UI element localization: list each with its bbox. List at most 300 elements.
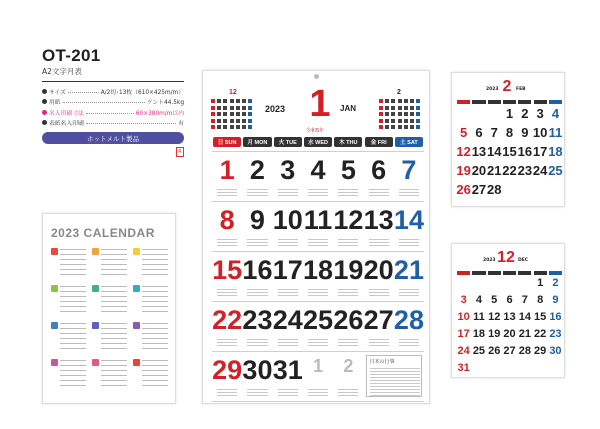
- grid-line: [212, 351, 424, 352]
- weekday-header: [213, 137, 241, 147]
- day-note-lines: [369, 337, 389, 346]
- weekday-strip: [534, 100, 547, 104]
- mini-day-mark: [211, 119, 215, 123]
- mini-day-mark: [242, 112, 246, 116]
- day-number: 14: [487, 144, 502, 159]
- grid-line: [212, 401, 424, 402]
- day-note-lines: [308, 237, 328, 246]
- date-line: [60, 274, 86, 275]
- feb-month-number: 2: [502, 78, 512, 95]
- mini-day-mark: [230, 112, 234, 116]
- mini-day-mark: [391, 119, 395, 123]
- day-note-lines: [247, 337, 267, 346]
- day-number: 5: [340, 155, 356, 185]
- date-line: [142, 348, 168, 349]
- day-number: 21: [518, 328, 531, 340]
- day-number: 25: [548, 163, 563, 178]
- date-line: [60, 343, 86, 344]
- day-number: 15: [534, 311, 547, 323]
- date-line: [101, 375, 127, 376]
- day-number: 17: [457, 328, 470, 340]
- day-number: 10: [457, 311, 470, 323]
- mini-day-mark: [410, 119, 414, 123]
- day-number: 23: [549, 328, 562, 340]
- weekday-header: [365, 137, 393, 147]
- weekday-strip: [457, 100, 470, 104]
- day-note-lines: [399, 237, 419, 246]
- day-number: 12: [488, 311, 501, 323]
- date-line: [101, 360, 127, 361]
- day-number: 16: [549, 311, 562, 323]
- day-number: 14: [393, 205, 424, 235]
- mini-day-mark: [398, 99, 402, 103]
- day-number: 28: [518, 345, 531, 357]
- bullet-icon: [42, 99, 47, 104]
- weekday-strip: [488, 100, 501, 104]
- day-number: 3: [536, 106, 544, 121]
- date-line: [60, 306, 86, 307]
- mini-day-mark: [416, 119, 420, 123]
- date-line: [101, 301, 127, 302]
- day-note-lines: [338, 187, 358, 196]
- month-number: 1: [309, 83, 331, 125]
- weekday-header: [304, 137, 332, 147]
- day-number: 18: [548, 144, 563, 159]
- date-line: [142, 249, 168, 250]
- mini-day-mark: [236, 119, 240, 123]
- spec-print-area: 名入印刷寸法 60×380m/m以内: [42, 107, 184, 118]
- feature-badge: ホットメルト製品: [42, 132, 184, 144]
- day-number: 28: [393, 305, 424, 335]
- mini-day-mark: [404, 112, 408, 116]
- mini-day-mark: [223, 112, 227, 116]
- day-number: 1: [537, 277, 544, 289]
- weekday-label: 水 WED: [308, 140, 328, 146]
- mini-day-mark: [217, 119, 221, 123]
- mini-day-mark: [379, 125, 383, 129]
- mini-day-mark: [398, 125, 402, 129]
- day-number: 19: [456, 163, 471, 178]
- product-subtitle: A2文字月表: [42, 66, 184, 82]
- mini-day-mark: [242, 125, 246, 129]
- date-line: [101, 328, 127, 329]
- day-note-lines: [308, 187, 328, 196]
- mini-day-mark: [404, 99, 408, 103]
- mini-day-mark: [385, 99, 389, 103]
- day-note-lines: [278, 387, 298, 396]
- day-number: 22: [502, 163, 517, 178]
- mini-day-mark: [248, 112, 252, 116]
- day-number: 10: [532, 125, 548, 140]
- mini-day-mark: [391, 125, 395, 129]
- day-number: 31: [457, 362, 470, 374]
- month-block: [92, 248, 128, 278]
- day-number: 15: [502, 144, 517, 159]
- date-line: [101, 254, 127, 255]
- day-number: 2: [521, 106, 529, 121]
- weekday-header: [334, 137, 362, 147]
- date-line: [142, 365, 168, 366]
- day-number: 5: [491, 294, 498, 306]
- day-note-lines: [217, 387, 237, 396]
- day-note-lines: [338, 337, 358, 346]
- weekday-label: 木 THU: [339, 140, 358, 146]
- weekday-header: [243, 137, 271, 147]
- mini-day-mark: [217, 112, 221, 116]
- bullet-icon: [42, 120, 47, 125]
- grid-line: [212, 201, 424, 202]
- month-block: [92, 285, 128, 315]
- day-number: 8: [219, 205, 235, 235]
- spec-size: サイズ A/2切･13枚（610×425m/m）: [42, 86, 184, 97]
- date-line: [60, 291, 86, 292]
- date-line: [101, 333, 127, 334]
- day-note-lines: [278, 237, 298, 246]
- day-number: 7: [490, 125, 498, 140]
- weekday-header: [395, 137, 423, 147]
- day-number: 16: [242, 255, 273, 285]
- date-line: [142, 254, 168, 255]
- date-line: [60, 269, 86, 270]
- mini-day-mark: [385, 106, 389, 110]
- day-number: 9: [249, 205, 265, 235]
- mini-day-mark: [217, 106, 221, 110]
- date-line: [60, 264, 86, 265]
- date-line: [101, 323, 127, 324]
- day-number: 14: [518, 311, 531, 323]
- day-note-lines: [399, 337, 419, 346]
- mini-day-mark: [236, 99, 240, 103]
- mini-day-mark: [236, 106, 240, 110]
- mini-day-mark: [248, 125, 252, 129]
- month-block: [133, 285, 169, 315]
- day-number: 29: [212, 355, 243, 385]
- bullet-icon: [42, 89, 47, 94]
- month-marker: [92, 359, 99, 366]
- date-line: [142, 385, 168, 386]
- day-number: 10: [272, 205, 303, 235]
- day-number: 24: [457, 345, 470, 357]
- day-number: 21: [393, 255, 424, 285]
- day-note-lines: [308, 387, 328, 396]
- main-calendar-sheet: [202, 70, 430, 404]
- mini-day-mark: [379, 99, 383, 103]
- day-number: 13: [471, 144, 487, 159]
- day-number: 26: [456, 182, 471, 197]
- day-note-lines: [399, 187, 419, 196]
- day-number: 1: [313, 356, 324, 376]
- date-line: [142, 333, 168, 334]
- date-line: [142, 370, 168, 371]
- day-number: 22: [212, 305, 243, 335]
- mini-day-mark: [410, 125, 414, 129]
- mini-day-mark: [230, 119, 234, 123]
- mini-day-mark: [236, 112, 240, 116]
- day-number: 25: [472, 345, 486, 357]
- day-number: 30: [549, 345, 562, 357]
- grid-line: [212, 251, 424, 252]
- day-number: 4: [551, 106, 560, 121]
- mini-day-mark: [223, 119, 227, 123]
- date-line: [142, 291, 168, 292]
- date-line: [142, 323, 168, 324]
- mini-day-mark: [379, 119, 383, 123]
- spec-cover-print: 表紙名入印刷 有: [42, 118, 184, 129]
- day-number: 27: [363, 305, 394, 335]
- mini-day-mark: [242, 119, 246, 123]
- feb-calendar-thumbnail: 2 2023 FEB 1 2 3 4 5 6 7 8 9 10 11 12 13 14 15 16 17 18 19 20 21 22 23 24 25 26 27 28: [451, 72, 565, 207]
- day-number: 28: [487, 182, 502, 197]
- era-label: 令和5年: [306, 128, 325, 134]
- weekday-strip: [472, 271, 485, 275]
- date-line: [142, 343, 168, 344]
- date-line: [60, 333, 86, 334]
- weekday-label: 金 FRI: [370, 140, 387, 146]
- day-number: 2: [552, 277, 559, 289]
- date-line: [142, 338, 168, 339]
- date-line: [60, 254, 86, 255]
- month-marker: [51, 322, 58, 329]
- month-block: [133, 359, 169, 389]
- day-note-lines: [217, 187, 237, 196]
- grid-line: [212, 151, 424, 152]
- product-code: OT-201: [42, 46, 101, 65]
- dec-calendar-thumbnail: 12 2023 DEC 1 2 3 4 5 6 7 8 9 10 11 12 13 14 15 16 17 18 19 20 21 22 23 24 25 26 27 28 29 30 31: [451, 243, 565, 378]
- mini-day-mark: [223, 99, 227, 103]
- day-number: 27: [471, 182, 487, 197]
- month-block: [92, 322, 128, 352]
- date-line: [101, 306, 127, 307]
- mini-day-mark: [416, 99, 420, 103]
- weekday-strip: [503, 100, 516, 104]
- day-number: 15: [212, 255, 243, 285]
- day-number: 13: [363, 205, 394, 235]
- weekday-strip: [457, 271, 470, 275]
- day-note-lines: [369, 237, 389, 246]
- mini-day-mark: [230, 106, 234, 110]
- day-number: 3: [280, 155, 296, 185]
- date-line: [142, 375, 168, 376]
- weekday-strip: [518, 100, 531, 104]
- day-number: 2: [249, 155, 265, 185]
- mini-day-mark: [404, 119, 408, 123]
- date-line: [101, 385, 127, 386]
- date-line: [60, 328, 86, 329]
- next-month-mini: 2: [379, 89, 425, 133]
- mini-day-mark: [230, 125, 234, 129]
- day-note-lines: [338, 387, 358, 396]
- day-number: 7: [401, 155, 417, 185]
- mini-day-mark: [217, 125, 221, 129]
- day-number: 19: [333, 255, 364, 285]
- date-line: [142, 301, 168, 302]
- date-line: [101, 291, 127, 292]
- date-line: [60, 301, 86, 302]
- spec-paper: 用紙 ケント44.5kg: [42, 97, 184, 108]
- weekday-label: 日 SUN: [217, 140, 237, 146]
- date-line: [60, 370, 86, 371]
- weekday-strip: [488, 271, 501, 275]
- month-marker: [92, 285, 99, 292]
- month-block: [51, 285, 87, 315]
- date-line: [60, 380, 86, 381]
- month-block: [51, 248, 87, 278]
- day-note-lines: [278, 187, 298, 196]
- mini-day-mark: [242, 106, 246, 110]
- weekday-strip: [549, 271, 562, 275]
- day-number: 21: [487, 163, 502, 178]
- date-line: [101, 348, 127, 349]
- weekday-label: 月 MON: [247, 140, 268, 146]
- mini-day-mark: [398, 119, 402, 123]
- day-number: 22: [534, 328, 547, 340]
- product-info: [42, 46, 184, 155]
- date-line: [60, 259, 86, 260]
- day-number: 3: [460, 294, 467, 306]
- date-line: [142, 274, 168, 275]
- year-calendar-title: 2023 CALENDAR: [51, 226, 155, 240]
- date-line: [101, 259, 127, 260]
- month-marker: [92, 322, 99, 329]
- day-note-lines: [278, 337, 298, 346]
- date-line: [142, 269, 168, 270]
- mini-day-mark: [248, 99, 252, 103]
- month-block: [51, 359, 87, 389]
- date-line: [60, 311, 86, 312]
- day-number: 20: [471, 163, 487, 178]
- day-number: 11: [303, 205, 333, 235]
- mini-day-mark: [416, 106, 420, 110]
- month-marker: [51, 285, 58, 292]
- day-number: 18: [472, 328, 486, 340]
- mini-day-mark: [223, 106, 227, 110]
- day-number: 16: [517, 144, 533, 159]
- day-note-lines: [369, 187, 389, 196]
- day-note-lines: [217, 237, 237, 246]
- day-number: 23: [242, 305, 273, 335]
- month-block: [92, 359, 128, 389]
- mini-day-mark: [416, 125, 420, 129]
- mini-day-mark: [242, 99, 246, 103]
- day-number: 9: [521, 125, 529, 140]
- mini-day-mark: [223, 125, 227, 129]
- year-calendar-thumbnail: [42, 213, 176, 404]
- weekday-strip: [518, 271, 531, 275]
- day-number: 2: [343, 356, 354, 376]
- grid-line: [212, 301, 424, 302]
- month-marker: [133, 248, 140, 255]
- date-line: [60, 375, 86, 376]
- day-number: 19: [488, 328, 501, 340]
- weekday-strip: [549, 100, 562, 104]
- day-number: 20: [363, 255, 394, 285]
- day-number: 20: [503, 328, 516, 340]
- date-line: [60, 360, 86, 361]
- date-line: [142, 296, 168, 297]
- day-number: 11: [473, 311, 485, 323]
- day-number: 27: [503, 345, 516, 357]
- day-number: 31: [272, 355, 303, 385]
- date-line: [101, 264, 127, 265]
- date-line: [60, 365, 86, 366]
- month-marker: [133, 322, 140, 329]
- month-block: [133, 322, 169, 352]
- mini-day-mark: [217, 99, 221, 103]
- day-number: 30: [242, 355, 273, 385]
- dec-month-number: 12: [497, 249, 515, 266]
- date-line: [101, 274, 127, 275]
- mini-day-mark: [385, 119, 389, 123]
- month-marker: [51, 248, 58, 255]
- day-number: 12: [333, 205, 364, 235]
- day-number: 17: [272, 255, 303, 285]
- date-line: [101, 311, 127, 312]
- mini-day-mark: [230, 99, 234, 103]
- day-number: 6: [475, 125, 483, 140]
- month-marker: [133, 285, 140, 292]
- day-number: 29: [534, 345, 547, 357]
- mini-day-mark: [404, 106, 408, 110]
- date-line: [142, 311, 168, 312]
- date-line: [142, 264, 168, 265]
- date-line: [101, 296, 127, 297]
- day-number: 4: [310, 155, 326, 185]
- day-note-lines: [338, 287, 358, 296]
- day-note-lines: [217, 287, 237, 296]
- mini-day-mark: [379, 106, 383, 110]
- eco-mark-icon: R: [176, 147, 184, 157]
- mini-day-mark: [416, 112, 420, 116]
- day-number: 26: [333, 305, 364, 335]
- year-label: 2023: [265, 104, 286, 114]
- day-number: 9: [552, 294, 559, 306]
- date-line: [101, 286, 127, 287]
- mini-day-mark: [391, 106, 395, 110]
- mini-day-mark: [391, 112, 395, 116]
- mini-day-mark: [398, 106, 402, 110]
- day-number: 1: [505, 106, 514, 121]
- weekday-label: 火 TUE: [278, 140, 297, 146]
- mini-day-mark: [410, 112, 414, 116]
- date-line: [142, 380, 168, 381]
- day-note-lines: [247, 237, 267, 246]
- date-line: [101, 338, 127, 339]
- mini-day-mark: [410, 99, 414, 103]
- day-number: 1: [219, 155, 235, 185]
- month-english: JAN: [340, 104, 357, 113]
- mini-day-mark: [385, 112, 389, 116]
- month-marker: [51, 359, 58, 366]
- date-line: [142, 259, 168, 260]
- date-line: [101, 380, 127, 381]
- mini-day-mark: [404, 125, 408, 129]
- date-line: [101, 343, 127, 344]
- day-number: 24: [272, 305, 303, 335]
- mini-day-mark: [410, 106, 414, 110]
- mini-day-mark: [211, 106, 215, 110]
- date-line: [60, 249, 86, 250]
- day-number: 8: [537, 294, 544, 306]
- day-number: 6: [371, 155, 387, 185]
- weekday-strip: [503, 271, 516, 275]
- day-number: 18: [303, 255, 334, 285]
- month-marker: [92, 248, 99, 255]
- mini-day-mark: [248, 106, 252, 110]
- bullet-icon: [42, 110, 47, 115]
- date-line: [60, 348, 86, 349]
- hanging-hole-icon: [314, 74, 319, 79]
- date-line: [101, 269, 127, 270]
